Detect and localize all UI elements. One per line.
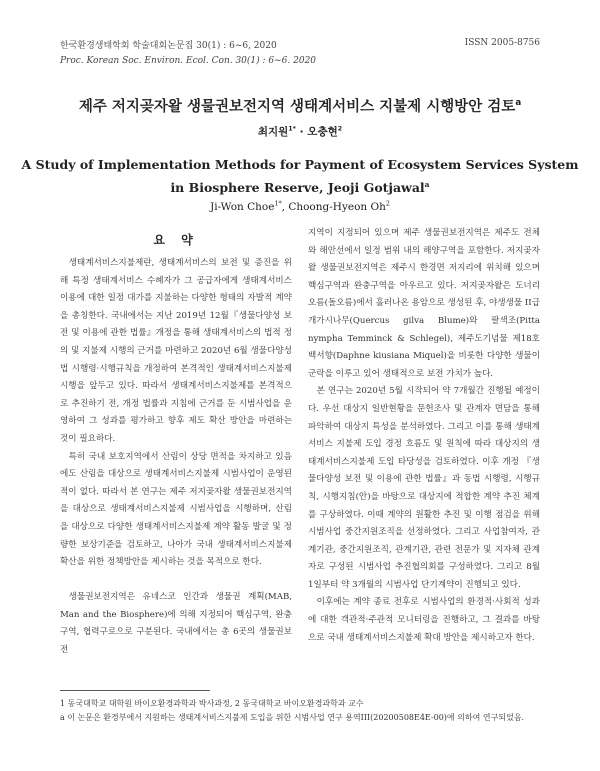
paragraph: 생태계서비스지불제란, 생태계서비스의 보전 및 증진을 위해 특정 생태계서비스 수혜자가 그 공급자에게 생태계서비스 이용에 대한 일정 대가를 지불하는 다양한 형태의 자발적 계약을 총칭한다. 국내에서는 지난 2019년 12월『생물다양성 보전 및 이용에 관한 법률』개정을 통해 생태계서비스의 법적 정의 및 지불제 시행의 근거를 마련하고 2020년 6월 생물다양성법 시행령·시행규칙을 개정하여 본격적인 생태계서비스지불제 시행을 앞두고 있다. 따라서 생태계서비스지불제를 본격적으로 추진하기 전, 개정 법률과 지침에 근거를 둔 시범사업을 운영하여 그 성과를 평가하고 향후 제도 확산 방안을 마련하는 것이 필요하다. xyxy=(60,258,292,444)
authors-en xyxy=(0,201,600,213)
author1-en: Ji-Won Choe xyxy=(210,201,275,213)
paragraph: 지역이 지정되어 있으며 제주 생물권보전지역은 제주도 전체와 해안선에서 일정 범위 내의 해양구역을 포함한다. 저지곶자왈 생물권보전지역은 제주시 한경면 저지리에 위치해 있으며 핵심구역과 완충구역을 아우르고 있다. 저지곶자왈은 도너리오름(돌오름)에서 흘러나온 용암으로 생성된 후, 야생생물 II급 개가시나무(Quercus gilva Blume)와 팔색조(Pitta nympha Temminck & Schlegel), 제주도기념물 제18호 백서향(Daphne kiusiana Miquel)을 비롯한 다양한 생물이 군락을 이루고 있어 생태적으로 보전 가치가 높다. xyxy=(308,228,540,379)
issn: ISSN 2005-8756 xyxy=(464,38,540,48)
author1-ko-affil: 1* xyxy=(288,125,296,133)
author1-en-affil: 1* xyxy=(274,200,282,208)
title-ko-footnote-mark: a xyxy=(515,98,522,109)
journal-name-en: Proc. Korean Soc. Environ. Ecol. Con. 30(1) : 6~6. 2020 xyxy=(60,56,317,66)
footnote-divider xyxy=(60,690,210,691)
author-separator-ko: · xyxy=(295,126,308,138)
paper-title-ko xyxy=(0,95,600,116)
authors-ko xyxy=(0,124,600,139)
author1-ko: 최지원 xyxy=(257,126,289,138)
paragraph: 이후에는 계약 종료 전후로 시범사업의 환경적·사회적 성과에 대한 객관적·주관적 모니터링을 진행하고, 그 결과를 바탕으로 국내 생태계서비스지불제 확대 방안을 제시하고자 한다. xyxy=(308,597,540,643)
author-separator-en: , xyxy=(281,201,289,213)
paragraph: 본 연구는 2020년 5월 시작되어 약 7개월간 진행될 예정이다. 우선 대상지 일반현황을 문헌조사 및 관계자 면담을 통해 파악하여 대상지 특성을 분석하였다. 그리고 이를 통해 생태계서비스 지불제 도입 경정 흐름도 및 원칙에 따라 대상지의 생태계서비스지불제 도입 타당성을 검토하였다. 이후 개정 『생물다양성 보전 및 이용에 관한 법률』과 동법 시행령, 시행규칙, 시행지침(안)을 바탕으로 대상지에 적합한 계약 추진 체계를 구상하였다. 이때 계약의 원활한 추진 및 이행 점검을 위해 시범사업 중간지원조직을 선정하였다. 그리고 사업참여자, 관계기관, 중간지원조직, 관계기관, 관련 전문가 및 지자체 관계자로 구성된 시범사업 추진협의회를 구성하였다. 그리고 8월 1일부터 약 3개월의 시범사업 단기계약이 진행되고 있다. xyxy=(308,386,540,590)
left-column xyxy=(60,255,292,660)
summary-heading: 요 약 xyxy=(153,233,199,247)
title-en-footnote-mark: a xyxy=(424,179,430,189)
author2-ko-affil: 2 xyxy=(337,125,343,133)
author2-en: Choong-Hyeon Oh xyxy=(288,201,386,213)
footnote-funding: a 이 논문은 환경부에서 지원하는 생태계서비스지불제 도입을 위한 시범사업 연구 용역III(20200508E4E-00)에 의하여 연구되었음. xyxy=(60,713,525,722)
paragraph: 특히 국내 보호지역에서 산림이 상당 면적을 차지하고 있음에도 산림을 대상으로 생태계서비스지불제 시범사업이 운영된 적이 없다. 따라서 본 연구는 제주 저지곶자왈 생물권보전지역을 대상으로 생태계서비스지불제 시범사업을 시행하며, 산림을 대상으로 다양한 생태계서비스지불제 계약 활동 발굴 및 정량한 보상기준을 검토하고, 나아가 국내 생태계서비스지불제 확산을 위한 정책방안을 제시하는 것을 목적으로 한다. xyxy=(60,451,292,568)
footnotes xyxy=(60,697,550,725)
author2-en-affil: 2 xyxy=(385,200,390,208)
paper-title-en xyxy=(0,153,600,199)
right-column xyxy=(308,225,540,647)
journal-header xyxy=(60,38,540,66)
journal-name-ko: 한국환경생태학회 학술대회논문집 30(1) : 6~6, 2020 xyxy=(60,41,277,51)
paragraph: 생물권보전지역은 유네스코 인간과 생물권 계획(MAB, Man and the Biosphere)에 의해 지정되어 핵심구역, 완충구역, 협력구로으로 구분된다. 국내에서는 총 6곳의 생물권보전 xyxy=(60,592,292,656)
title-ko-text: 제주 저지곶자왈 생물권보전지역 생태계서비스 지불제 시행방안 검토 xyxy=(78,99,516,115)
title-en-line2: in Biosphere Reserve, Jeoji Gotjawal xyxy=(170,180,425,195)
footnote-affiliation: 1 동국대학교 대학원 바이오환경과학과 박사과정, 2 동국대학교 바이오환경과학과 교수 xyxy=(60,699,364,708)
title-en-line1: A Study of Implementation Methods for Payment of Ecosystem Services System xyxy=(21,157,579,172)
author2-ko: 오충현 xyxy=(307,126,338,138)
